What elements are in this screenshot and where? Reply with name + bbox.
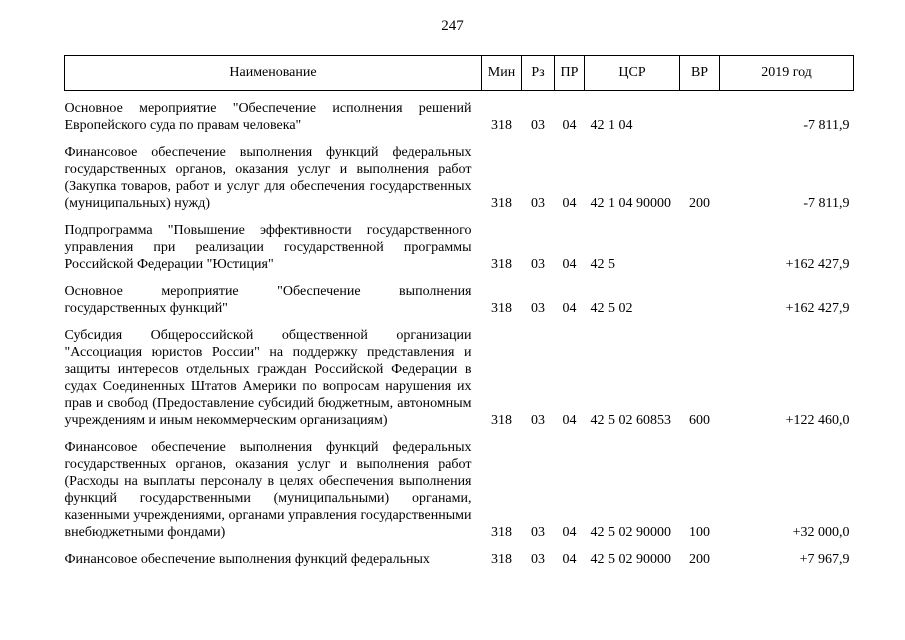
header-pr: ПР (555, 56, 585, 91)
row-min: 318 (491, 525, 512, 540)
table-row (65, 222, 854, 273)
row-vr: 200 (689, 196, 710, 211)
table-row (65, 327, 854, 429)
row-csr: 42 1 04 90000 (590, 196, 671, 211)
row-amount: +7 967,9 (799, 552, 850, 567)
row-name: Финансовое обеспечение выполнения функций федеральных государственных органов, оказания услуг и выполнения работ (Закупка товаров, работ и услуг для обеспечения государственных (муниципальных) нужд) (64, 145, 472, 211)
header-min: Мин (482, 56, 522, 91)
row-vr (680, 100, 720, 134)
row-name: Подпрограмма "Повышение эффективности государственного управления при реализации государственной программы Российской Федерации "Юстиция" (64, 223, 472, 272)
row-amount: +122 460,0 (785, 413, 850, 428)
row-min: 318 (491, 413, 512, 428)
row-min: 318 (491, 552, 512, 567)
row-csr: 42 5 (590, 257, 615, 272)
row-csr: 42 5 02 90000 (590, 552, 671, 567)
row-vr (680, 222, 720, 273)
row-pr: 04 (562, 118, 577, 133)
row-rz: 03 (531, 413, 545, 428)
row-rz: 03 (531, 552, 545, 567)
table-row (65, 100, 854, 134)
row-rz: 03 (531, 525, 545, 540)
row-name: Финансовое обеспечение выполнения функций федеральных (64, 552, 430, 567)
row-vr (680, 283, 720, 317)
row-min: 318 (491, 118, 512, 133)
header-row (65, 56, 854, 91)
header-csr: ЦСР (585, 56, 680, 91)
row-rz: 03 (531, 257, 545, 272)
table-row (65, 439, 854, 541)
row-vr: 600 (689, 413, 710, 428)
row-csr: 42 5 02 90000 (590, 525, 671, 540)
row-amount: +32 000,0 (792, 525, 850, 540)
header-year: 2019 год (720, 56, 854, 91)
row-amount: +162 427,9 (785, 301, 850, 316)
row-name: Финансовое обеспечение выполнения функций федеральных государственных органов, оказания услуг и выполнения работ (Расходы на выплаты персоналу в целях обеспечения выполнения функций государственными (муниципальными) органами, казенными учреждениями, органами управления государственными внебюджетными фондами) (64, 440, 472, 540)
row-pr: 04 (562, 413, 577, 428)
row-csr: 42 5 02 (590, 301, 633, 316)
row-pr: 04 (562, 525, 577, 540)
row-name: Субсидия Общероссийской общественной организации "Ассоциация юристов России" на поддержку представления и защиты интересов отдельных граждан Российской Федерации в судах Соединенных Штатов Америки по вопросам нарушения их прав и свобод (Предоставление субсидий бюджетным, автономным учреждениям и иным некоммерческим организациям) (64, 328, 472, 428)
row-csr: 42 1 04 (590, 118, 633, 133)
row-pr: 04 (562, 196, 577, 211)
row-vr: 200 (689, 552, 710, 567)
row-amount: -7 811,9 (803, 196, 850, 211)
header-vr: ВР (680, 56, 720, 91)
table-row (65, 551, 854, 568)
row-min: 318 (491, 257, 512, 272)
row-csr: 42 5 02 60853 (590, 413, 671, 428)
row-name: Основное мероприятие "Обеспечение исполнения решений Европейского суда по правам человека" (64, 101, 472, 133)
header-rz: Рз (522, 56, 555, 91)
header-name: Наименование (65, 56, 482, 91)
row-min: 318 (491, 301, 512, 316)
row-pr: 04 (562, 301, 577, 316)
row-amount: +162 427,9 (785, 257, 850, 272)
row-rz: 03 (531, 118, 545, 133)
budget-table (64, 55, 854, 568)
row-vr: 100 (689, 525, 710, 540)
row-amount: -7 811,9 (803, 118, 850, 133)
row-name: Основное мероприятие "Обеспечение выполнения государственных функций" (64, 284, 472, 316)
table-row (65, 283, 854, 317)
row-pr: 04 (562, 257, 577, 272)
row-rz: 03 (531, 301, 545, 316)
row-min: 318 (491, 196, 512, 211)
page-number: 247 (441, 18, 464, 34)
row-pr: 04 (562, 552, 577, 567)
row-rz: 03 (531, 196, 545, 211)
table-row (65, 144, 854, 212)
